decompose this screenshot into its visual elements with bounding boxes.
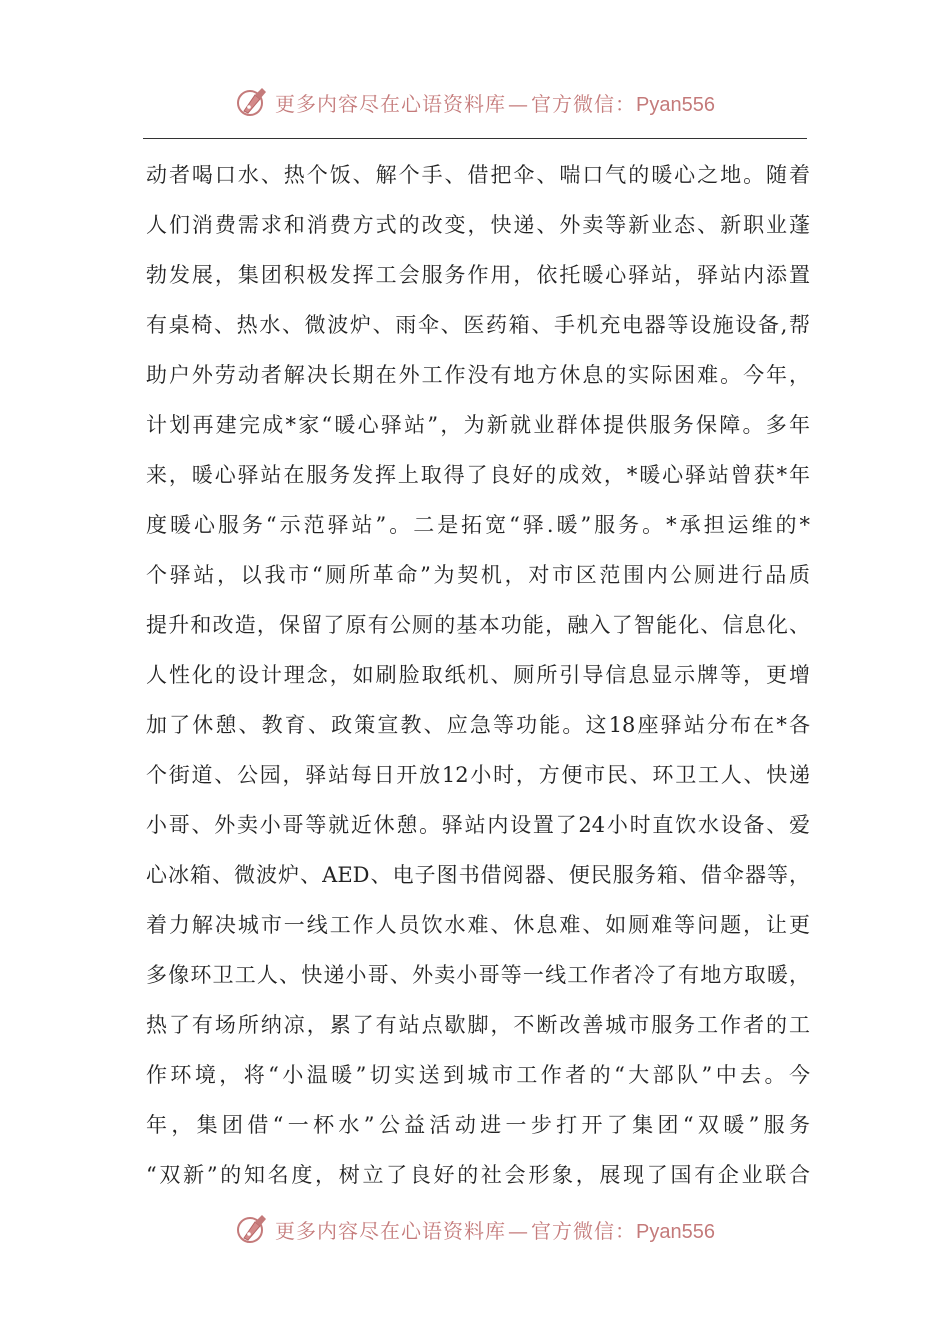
pen-nib-logo-icon xyxy=(235,1212,269,1246)
pen-nib-logo-icon xyxy=(235,85,269,119)
body-line: 个驿站，以我市“厕所革命”为契机，对市区范围内公厕进行品质 xyxy=(146,563,810,587)
header-banner-text xyxy=(275,88,715,117)
body-line: 来，暖心驿站在服务发挥上取得了良好的成效，*暖心驿站曾获*年 xyxy=(146,463,810,487)
header-wechat-label: 官方微信： xyxy=(531,91,637,116)
body-line: 动者喝口水、热个饭、解个手、借把伞、喘口气的暖心之地。随着 xyxy=(146,163,810,187)
body-line: 人们消费需求和消费方式的改变，快递、外卖等新业态、新职业蓬 xyxy=(146,213,810,237)
body-line: 着力解决城市一线工作人员饮水难、休息难、如厕难等问题，让更 xyxy=(146,913,810,937)
body-line: 热了有场所纳凉，累了有站点歇脚，不断改善城市服务工作者的工 xyxy=(146,1013,810,1037)
header-separator: — xyxy=(508,91,530,116)
body-line: 心冰箱、微波炉、AED、电子图书借阅器、便民服务箱、借伞器等， xyxy=(146,863,810,887)
body-line: 勃发展，集团积极发挥工会服务作用，依托暖心驿站，驿站内添置 xyxy=(146,263,810,287)
body-line: 人性化的设计理念，如刷脸取纸机、厕所引导信息显示牌等，更增 xyxy=(146,663,810,687)
body-line: 作环境，将“小温暖”切实送到城市工作者的“大部队”中去。今 xyxy=(146,1063,810,1087)
body-line: 有桌椅、热水、微波炉、雨伞、医药箱、手机充电器等设施设备,帮 xyxy=(146,313,810,337)
footer-banner xyxy=(0,1209,950,1249)
header-banner xyxy=(0,82,950,122)
body-line: 个街道、公园，驿站每日开放12小时，方便市民、环卫工人、快递 xyxy=(146,763,810,787)
body-line: 助户外劳动者解决长期在外工作没有地方休息的实际困难。今年， xyxy=(146,363,810,387)
header-divider xyxy=(143,138,807,139)
body-line: 小哥、外卖小哥等就近休憩。驿站内设置了24小时直饮水设备、爱 xyxy=(146,813,810,837)
footer-banner-text xyxy=(275,1215,715,1244)
footer-separator: — xyxy=(508,1218,530,1243)
footer-brand: 更多内容尽在心语资料库 xyxy=(275,1218,507,1243)
document-body xyxy=(146,150,810,1200)
body-line: 年，集团借“一杯水”公益活动进一步打开了集团“双暖”服务 xyxy=(146,1113,810,1137)
body-line: 提升和改造，保留了原有公厕的基本功能，融入了智能化、信息化、 xyxy=(146,613,810,637)
body-line: 计划再建完成*家“暖心驿站”，为新就业群体提供服务保障。多年 xyxy=(146,413,810,437)
body-line: 度暖心服务“示范驿站”。二是拓宽“驿.暖”服务。*承担运维的* xyxy=(146,513,810,537)
footer-wechat-id: Pyan556 xyxy=(636,1220,715,1243)
header-wechat-id: Pyan556 xyxy=(636,93,715,116)
body-line: 多像环卫工人、快递小哥、外卖小哥等一线工作者冷了有地方取暖， xyxy=(146,963,810,987)
body-line: “双新”的知名度，树立了良好的社会形象，展现了国有企业联合 xyxy=(146,1163,810,1187)
footer-wechat-label: 官方微信： xyxy=(531,1218,637,1243)
header-brand: 更多内容尽在心语资料库 xyxy=(275,91,507,116)
body-line: 加了休憩、教育、政策宣教、应急等功能。这18座驿站分布在*各 xyxy=(146,713,810,737)
